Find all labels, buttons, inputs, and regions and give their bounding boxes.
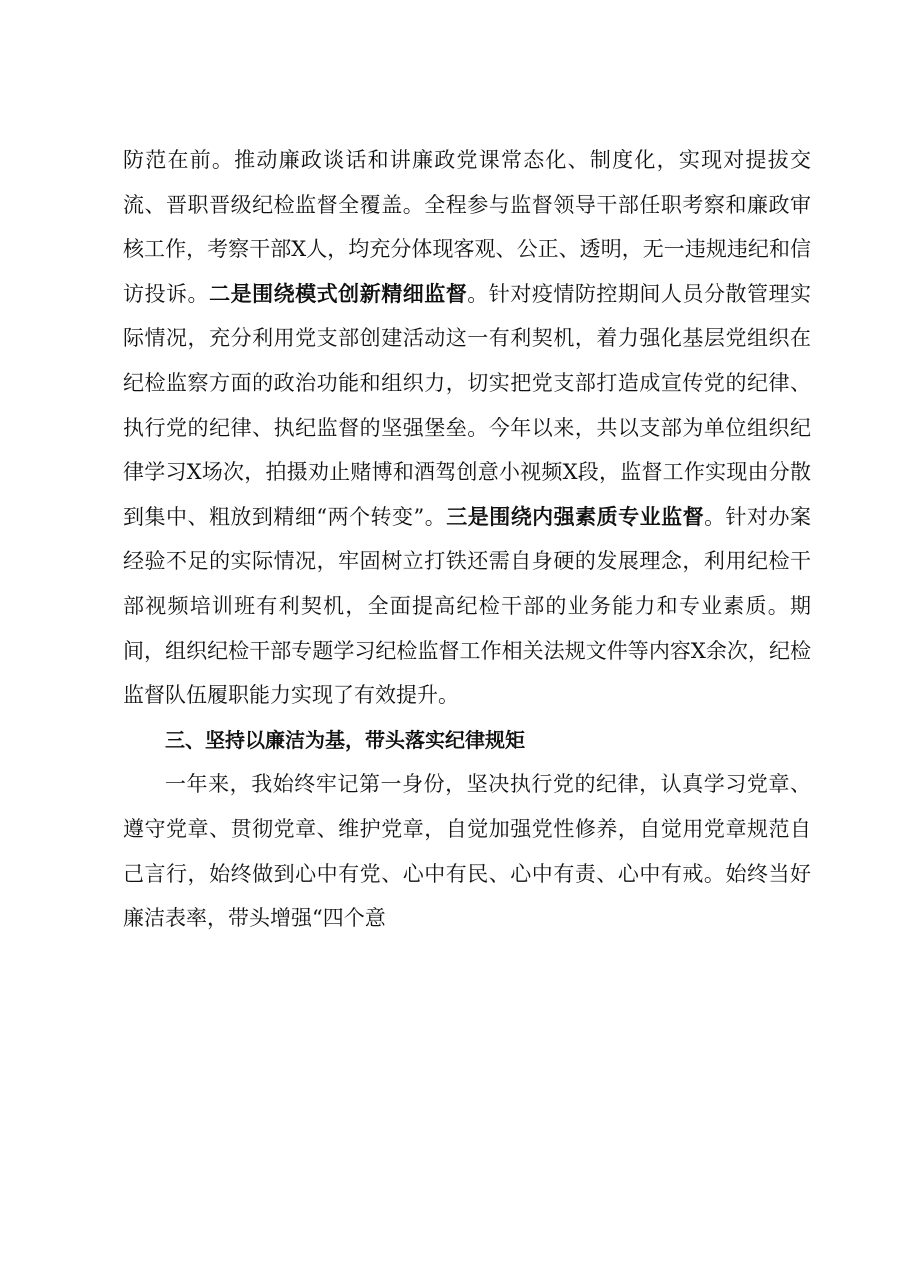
paragraph-discipline: 一年来，我始终牢记第一身份，坚决执行党的纪律，认真学习党章、遵守党章、贯彻党章、维护党章，自觉加强党性修养，自觉用党章规范自己言行，始终做到心中有党、心中有民、心中有责、心中有戒。始终当好廉洁表率，带头增强“四个意 bbox=[123, 772, 811, 931]
paragraph-text: 。针对疫情防控期间人员分散管理实际情况，充分利用党支部创建活动这一有利契机，着力强化基层党组织在纪检监察方面的政治功能和组织力，切实把党支部打造成宣传党的纪律、执行党的纪律、执纪监督的坚强堡垒。今年以来，共以支部为单位组织纪律学习X场次，拍摄劝止赌博和酒驾创意小视频X段，监督工作实现由分散到集中、粗放到精细“两个转变”。 bbox=[123, 281, 812, 529]
paragraph-text: 。针对办案经验不足的实际情况，牢固树立打铁还需自身硬的发展理念，利用纪检干部视频培训班有利契机，全面提高纪检干部的业务能力和专业素质。期间，组织纪检干部专题学习纪检监督工作相关法规文件等内容X余次，纪检监督队伍履职能力实现了有效提升。 bbox=[123, 504, 812, 708]
document-page bbox=[123, 138, 811, 941]
paragraph-supervision bbox=[123, 138, 811, 718]
paragraph-text: 防范在前。推动廉政谈话和讲廉政党课常态化、制度化，实现对提拔交流、晋职晋级纪检监督全覆盖。全程参与监督领导干部任职考察和廉政审核工作，考察干部X人，均充分体现客观、公正、透明，无一违规违纪和信访投诉。 bbox=[123, 148, 811, 306]
section-heading: 三、坚持以廉洁为基，带头落实纪律规矩 bbox=[165, 727, 525, 752]
bold-phrase-professional-supervision: 三是围绕内强素质专业监督 bbox=[446, 504, 705, 529]
bold-phrase-model-innovation: 二是围绕模式创新精细监督 bbox=[209, 281, 468, 306]
